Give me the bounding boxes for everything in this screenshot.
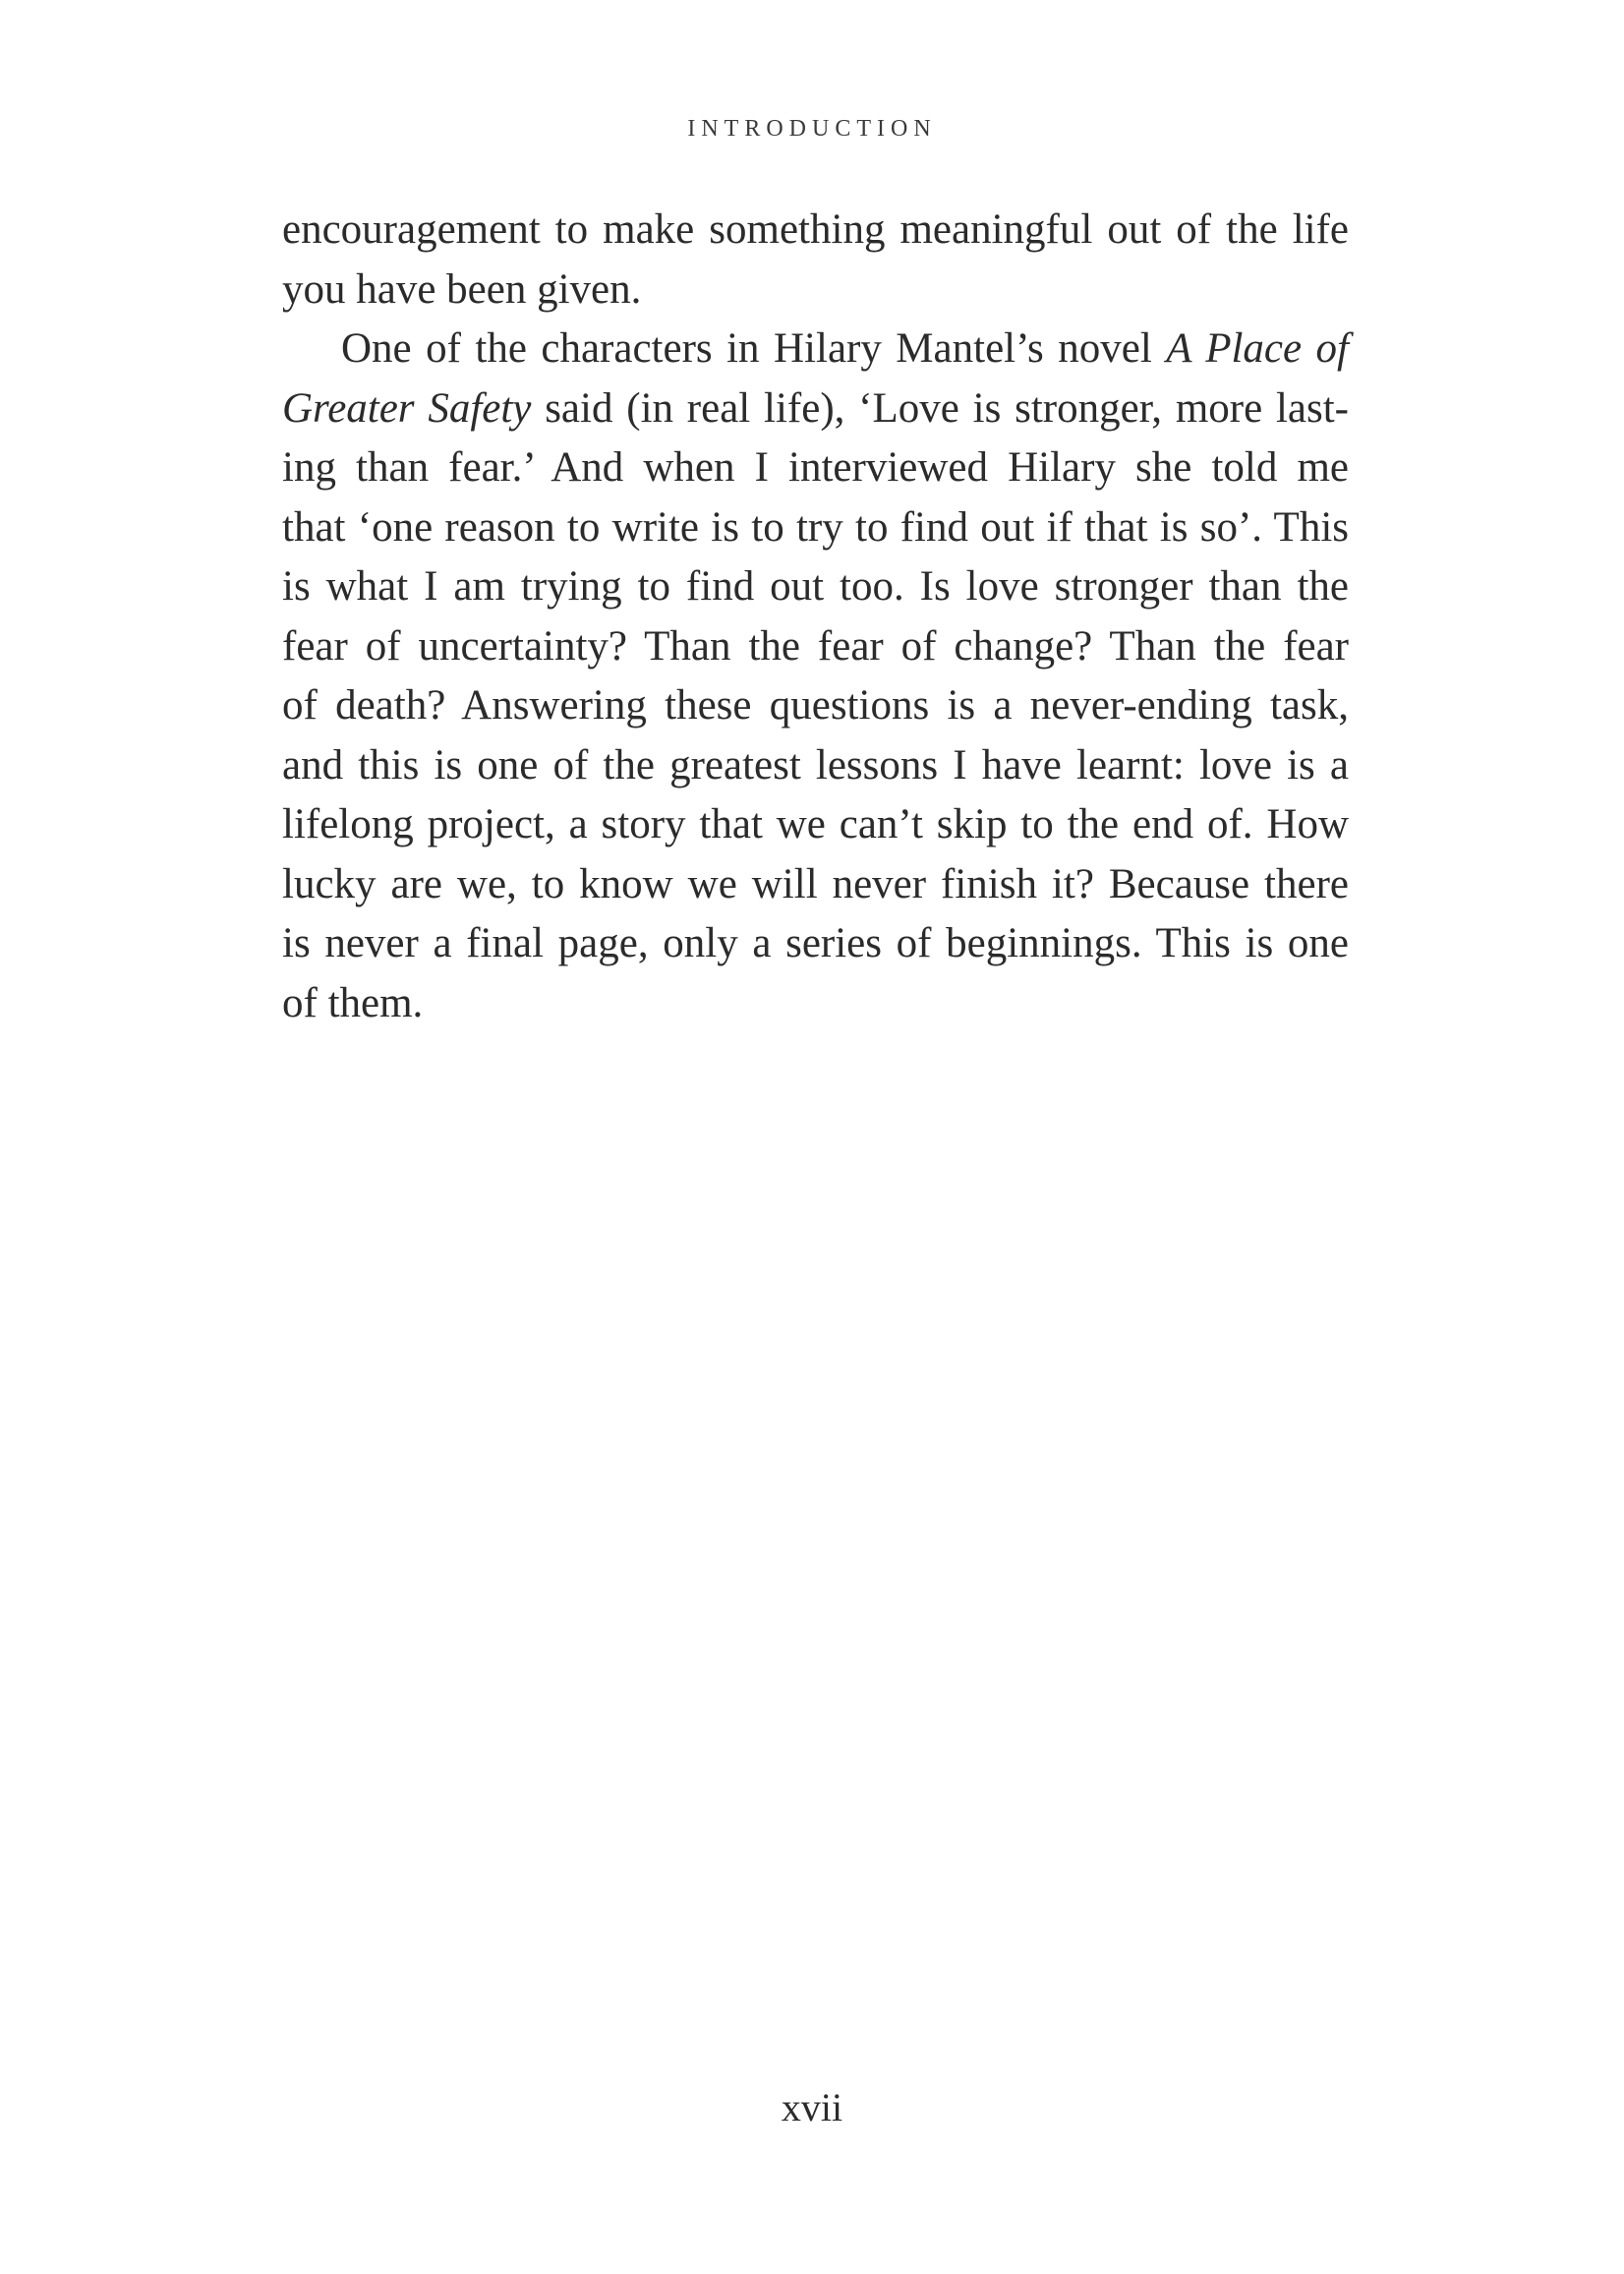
book-title-italic: Greater Safety xyxy=(282,384,532,432)
text-line: fear of uncertainty? Than the fear of change? Than the fear xyxy=(282,622,1349,670)
text-run: One of the characters in Hilary Mantel’s novel xyxy=(341,325,1167,372)
text-run: said (in real life), ‘Love is stronger, more last- xyxy=(531,384,1349,432)
text-line: you have been given. xyxy=(282,265,642,313)
text-line: lucky are we, to know we will never finish it? Because there xyxy=(282,860,1349,907)
text-line: lifelong project, a story that we can’t skip to the end of. How xyxy=(282,801,1349,847)
text-line: of them. xyxy=(282,979,424,1026)
paragraph-1 xyxy=(282,201,1349,320)
text-line: is never a final page, only a series of beginnings. This is one xyxy=(282,920,1349,966)
text-line: that ‘one reason to write is to try to find out if that is so’. This xyxy=(282,503,1349,551)
text-line: encouragement to make something meaningful out of the life xyxy=(282,206,1349,253)
text-line xyxy=(282,379,1349,439)
running-head: INTRODUCTION xyxy=(687,116,937,142)
book-title-italic: A Place of xyxy=(1166,325,1349,372)
page-number: xvii xyxy=(781,2085,843,2129)
text-line: is what I am trying to find out too. Is love stronger than the xyxy=(282,563,1349,610)
text-line: of death? Answering these questions is a never-ending task, xyxy=(282,682,1349,729)
body-text xyxy=(282,201,1349,1033)
paragraph-2 xyxy=(282,320,1349,1033)
text-line xyxy=(282,320,1349,379)
text-line: and this is one of the greatest lessons I have learnt: love is a xyxy=(282,741,1349,788)
text-line: ing than fear.’ And when I interviewed Hilary she told me xyxy=(282,444,1349,491)
